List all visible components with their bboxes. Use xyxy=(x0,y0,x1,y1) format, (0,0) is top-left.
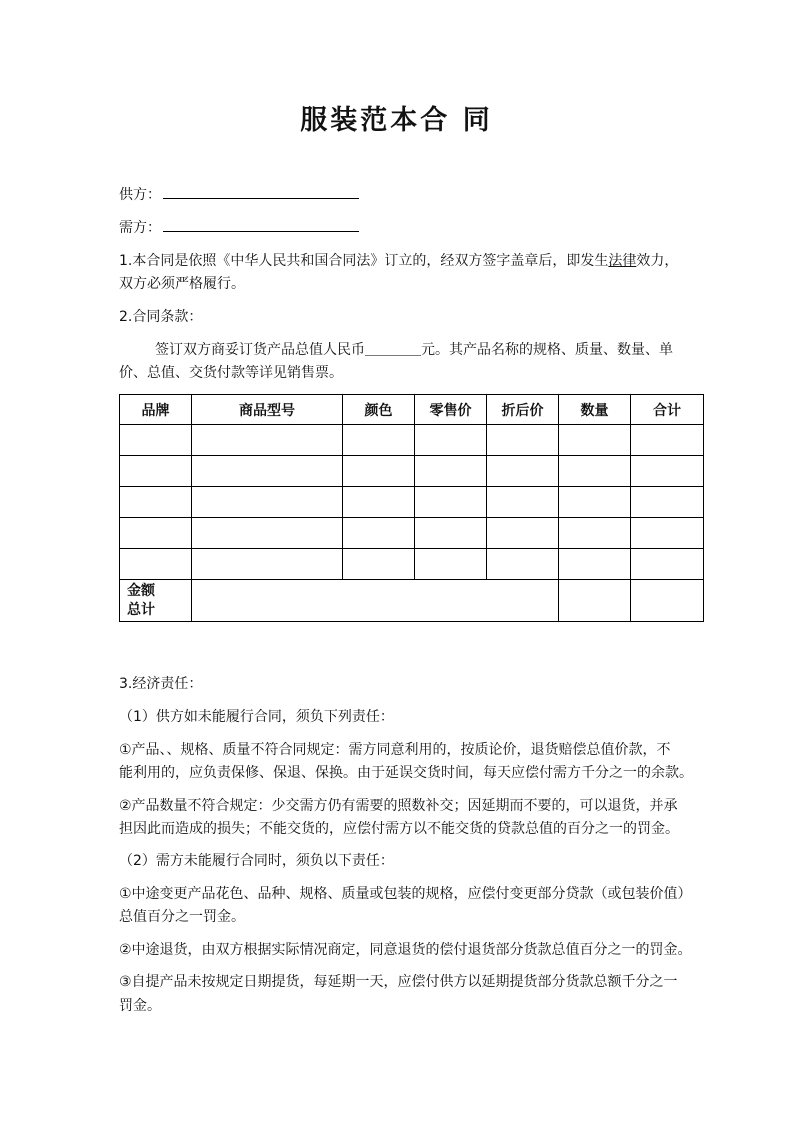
clause1-text-before: 1.本合同是依照《中华人民共和国合同法》订立的，经双方签字盖章后，即发生 xyxy=(119,253,609,269)
total-row xyxy=(120,580,704,622)
table-cell[interactable] xyxy=(343,456,415,487)
clause3-item3-line2: 总值百分之一罚金。 xyxy=(119,909,245,925)
table-cell[interactable] xyxy=(415,518,487,549)
clause3-item2-line2: 担因此而造成的损失；不能交货的，应偿付需方以不能交货的贷款总值的百分之一的罚金。 xyxy=(119,821,679,837)
clause3-item5-line2: 罚金。 xyxy=(119,998,161,1014)
col-header-retail-price: 零售价 xyxy=(415,395,487,425)
table-header-row xyxy=(120,395,704,425)
clause3-item1-line2: 能利用的，应负责保修、保退、保换。由于延误交货时间，每天应偿付需方千分之一的余款。 xyxy=(119,765,693,781)
table-cell[interactable] xyxy=(120,456,192,487)
table-cell[interactable] xyxy=(487,549,559,580)
table-cell[interactable] xyxy=(415,549,487,580)
clause3-item4-line1: ②中途退货，由双方根据实际情况商定，同意退货的偿付退货部分货款总值百分之一的罚金。 xyxy=(119,942,692,958)
clause1-line2: 双方必须严格履行。 xyxy=(119,276,245,292)
col-header-brand: 品牌 xyxy=(120,395,192,425)
table-cell[interactable] xyxy=(559,518,631,549)
col-header-color: 颜色 xyxy=(343,395,415,425)
clause2-line1: 签订双方商妥订货产品总值人民币＿＿＿＿元。其产品名称的规格、质量、数量、单 xyxy=(155,342,673,358)
table-row xyxy=(120,549,704,580)
table-cell[interactable] xyxy=(631,549,704,580)
supplier-blank xyxy=(163,184,359,199)
table-row xyxy=(120,456,704,487)
clause2-line2: 价、总值、交货付款等详见销售票。 xyxy=(119,365,343,381)
table-row xyxy=(120,487,704,518)
supplier-line xyxy=(119,184,359,206)
law-link[interactable]: 法律 xyxy=(608,253,637,269)
table-cell[interactable] xyxy=(559,425,631,456)
table-cell[interactable] xyxy=(120,518,192,549)
table-cell[interactable] xyxy=(192,425,343,456)
col-header-discount-price: 折后价 xyxy=(487,395,559,425)
clause3-item5-line1: ③自提产品未按规定日期提货，每延期一天，应偿付供方以延期提货部分货款总额千分之一 xyxy=(119,974,678,990)
table-cell[interactable] xyxy=(415,487,487,518)
col-header-subtotal: 合计 xyxy=(631,395,704,425)
clause3-item3-line1: ①中途变更产品花色、品种、规格、质量或包装的规格，应偿付变更部分贷款（或包装价值） xyxy=(119,886,692,902)
clause3-sub2-heading: （2）需方未能履行合同时，须负以下责任： xyxy=(119,853,394,869)
table-cell[interactable] xyxy=(559,549,631,580)
table-row xyxy=(120,518,704,549)
table-cell[interactable] xyxy=(631,487,704,518)
table-cell[interactable] xyxy=(487,425,559,456)
table-cell[interactable] xyxy=(487,456,559,487)
buyer-label: 需方： xyxy=(119,220,161,236)
clause3-item2-line1: ②产品数量不符合规定：少交需方仍有需要的照数补交；因延期而不要的，可以退货，并承 xyxy=(119,798,678,814)
total-amount-cell[interactable] xyxy=(192,580,559,622)
col-header-quantity: 数量 xyxy=(559,395,631,425)
table-cell[interactable] xyxy=(559,456,631,487)
table-cell[interactable] xyxy=(415,456,487,487)
table-cell[interactable] xyxy=(120,549,192,580)
table-cell[interactable] xyxy=(487,487,559,518)
clause1-line1 xyxy=(119,250,678,272)
total-quantity-cell[interactable] xyxy=(559,580,631,622)
total-label-line1: 金额 xyxy=(127,582,155,599)
clause3-heading: 3.经济责任： xyxy=(119,676,203,692)
page-title: 服装范本合 同 xyxy=(300,105,493,136)
col-header-model: 商品型号 xyxy=(192,395,343,425)
table-cell[interactable] xyxy=(559,487,631,518)
buyer-line xyxy=(119,217,359,239)
table-cell[interactable] xyxy=(343,549,415,580)
table-cell[interactable] xyxy=(343,518,415,549)
table-cell[interactable] xyxy=(192,456,343,487)
goods-table xyxy=(119,394,704,622)
total-label-line2: 总计 xyxy=(127,601,155,618)
table-cell[interactable] xyxy=(487,518,559,549)
clause2-heading: 2.合同条款： xyxy=(119,309,203,325)
total-sum-cell[interactable] xyxy=(631,580,704,622)
table-cell[interactable] xyxy=(120,425,192,456)
table-cell[interactable] xyxy=(192,518,343,549)
table-cell[interactable] xyxy=(192,549,343,580)
clause3-item1-line1: ①产品、、规格、质量不符合同规定：需方同意利用的，按质论价，退货赔偿总值价款，不 xyxy=(119,742,671,758)
table-cell[interactable] xyxy=(343,487,415,518)
table-cell[interactable] xyxy=(631,425,704,456)
clause3-sub1-heading: （1）供方如未能履行合同，须负下列责任： xyxy=(119,709,394,725)
table-cell[interactable] xyxy=(120,487,192,518)
supplier-label: 供方： xyxy=(119,187,161,203)
buyer-blank xyxy=(163,217,359,232)
table-cell[interactable] xyxy=(631,518,704,549)
table-cell[interactable] xyxy=(631,456,704,487)
clause1-text-after: 效力， xyxy=(636,253,679,269)
table-cell[interactable] xyxy=(415,425,487,456)
table-cell[interactable] xyxy=(343,425,415,456)
table-row xyxy=(120,425,704,456)
total-label-cell xyxy=(120,580,192,622)
table-cell[interactable] xyxy=(192,487,343,518)
